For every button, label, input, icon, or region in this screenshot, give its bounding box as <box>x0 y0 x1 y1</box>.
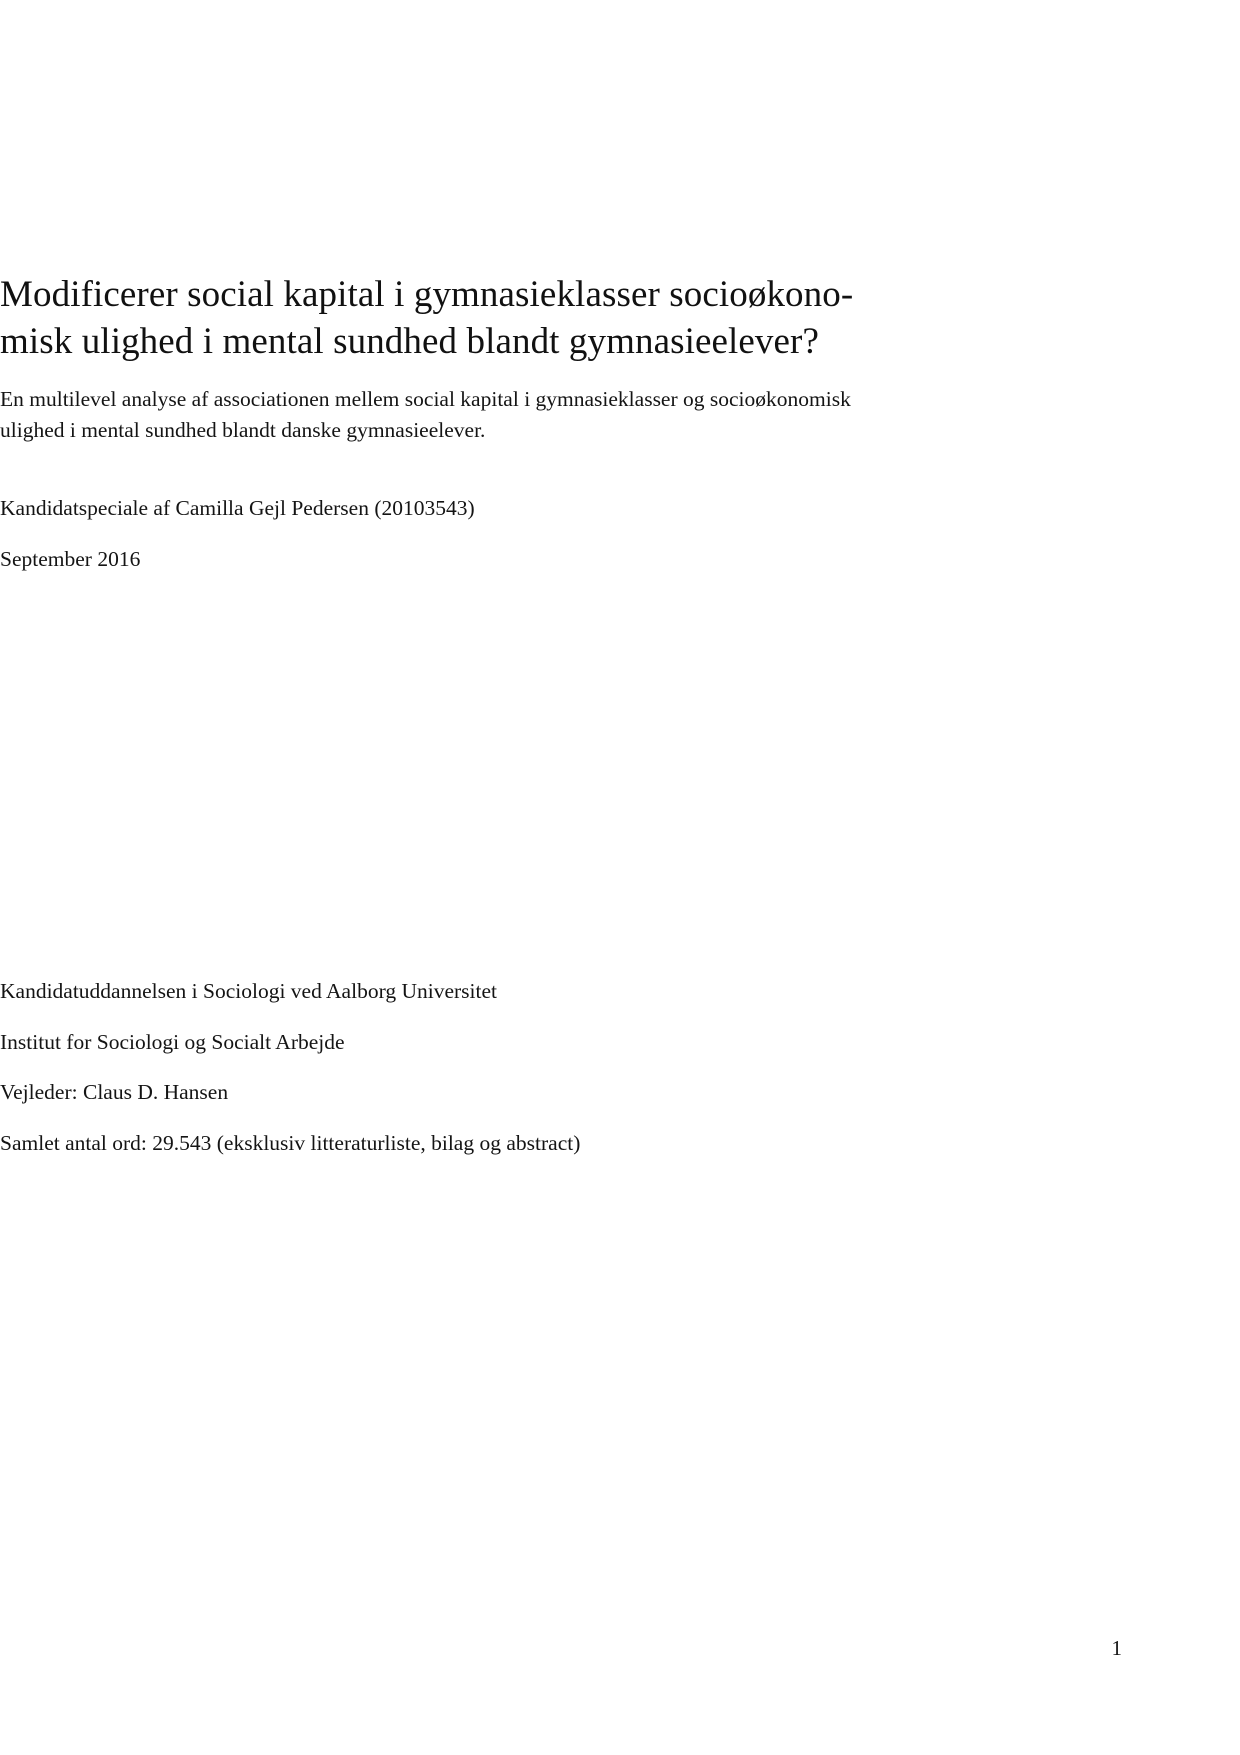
institution-programme-line: Kandidatuddannelsen i Sociologi ved Aalborg Universitet <box>0 979 497 1003</box>
institution-department-line: Institut for Sociologi og Socialt Arbejde <box>0 1029 345 1054</box>
page-number: 1 <box>1111 1636 1122 1660</box>
title-line-1: Modificerer social kapital i gymnasieklasser socioøkono- <box>0 274 854 315</box>
title-block <box>0 272 1010 365</box>
supervisor-line: Vejleder: Claus D. Hansen <box>0 1080 229 1104</box>
author-line: Kandidatspeciale af Camilla Gejl Pedersen (20103543) <box>0 496 475 520</box>
subtitle-line-2: ulighed i mental sundhed blandt danske gymnasieelever. <box>0 417 486 442</box>
subtitle-line-1: En multilevel analyse af associationen mellem social kapital i gymnasieklasser og socioøkonomisk <box>0 387 851 411</box>
document-subtitle <box>0 384 1000 445</box>
title-line-2: misk ulighed i mental sundhed blandt gymnasieelever? <box>0 320 820 362</box>
date-line: September 2016 <box>0 546 141 571</box>
page-title <box>0 272 1010 365</box>
word-count-line: Samlet antal ord: 29.543 (eksklusiv litteraturliste, bilag og abstract) <box>0 1130 581 1155</box>
institution-block <box>0 981 950 1154</box>
author-meta-block <box>0 498 900 570</box>
